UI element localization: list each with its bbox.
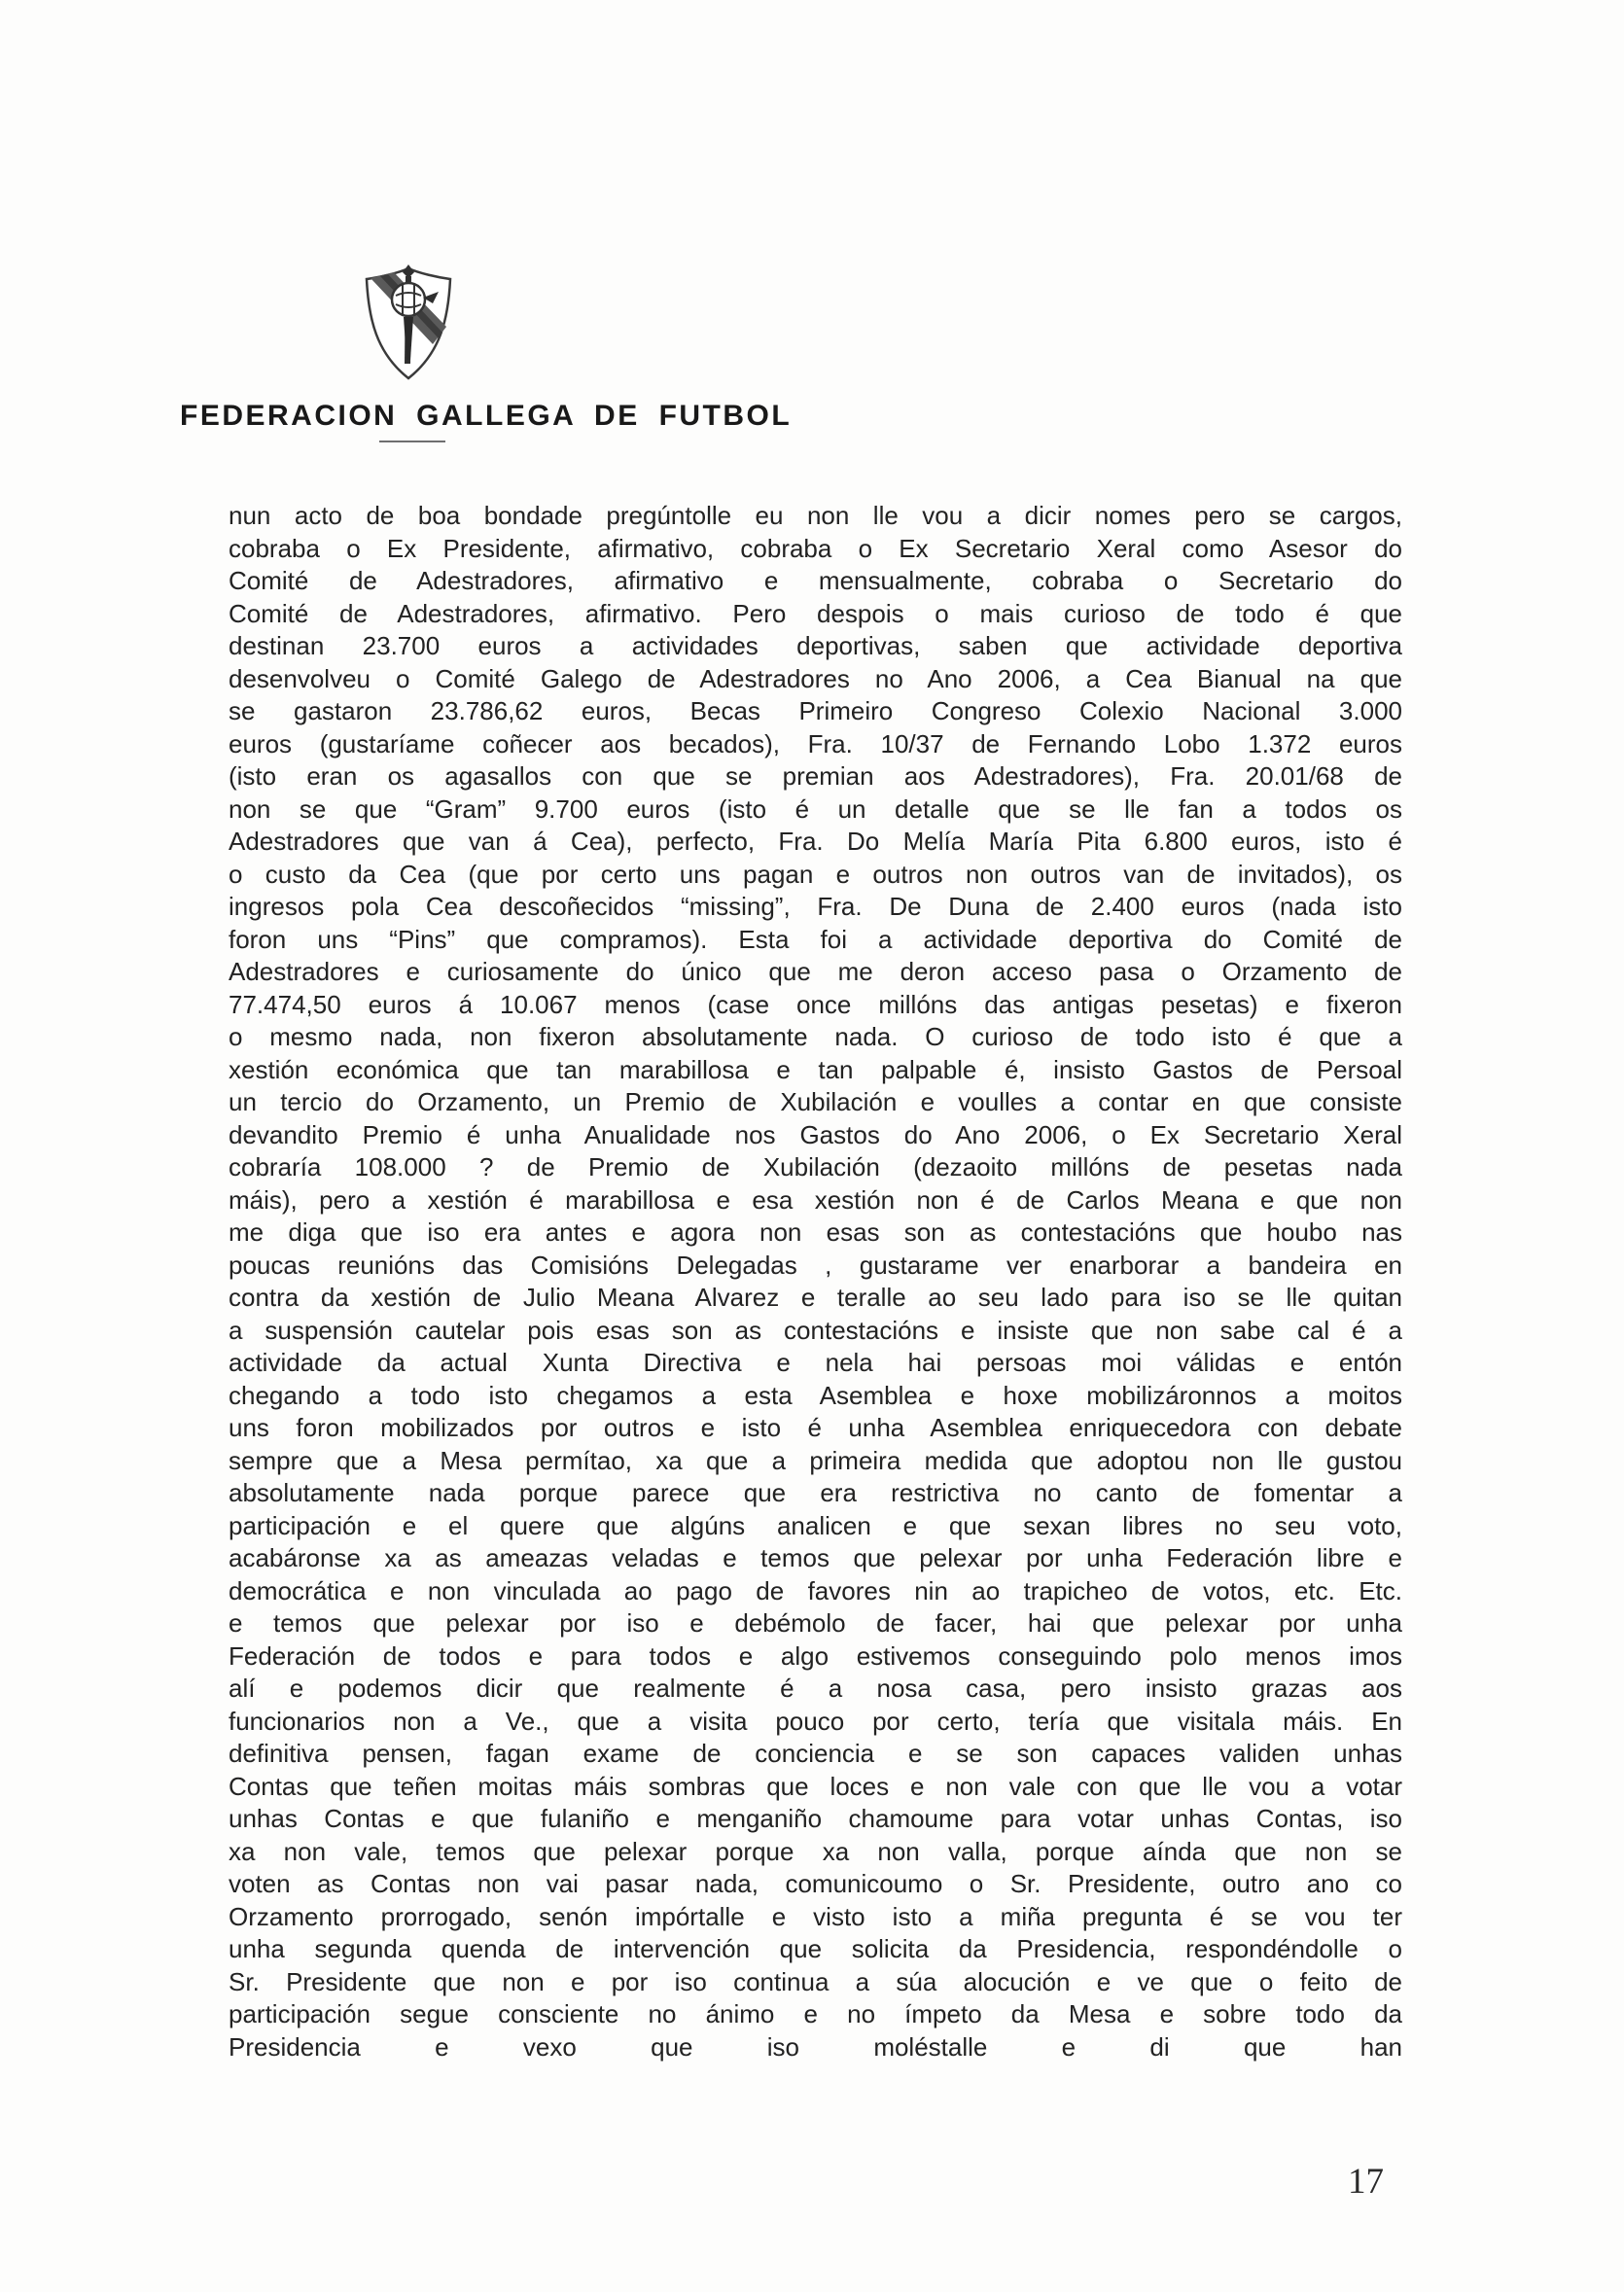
text-line: cobraba o Ex Presidente, afirmativo, cobraba o Ex Secretario Xeral como Asesor do — [229, 533, 1402, 563]
text-line: ingresos pola Cea descoñecidos “missing”, Fra. De Duna de 2.400 euros (nada isto — [229, 892, 1402, 921]
text-line: non se que “Gram” 9.700 euros (isto é un detalle que se lle fan a todos os — [229, 793, 1402, 824]
fgf-crest-icon — [361, 263, 456, 383]
text-line: destinan 23.700 euros a actividades deportivas, saben que actividade deportiva — [229, 631, 1402, 660]
text-line: poucas reunións das Comisións Delegadas , gustarame ver enarborar a bandeira en — [229, 1250, 1402, 1280]
text-line: democrática e non vinculada ao pago de favores nin ao trapicheo de votos, etc. Etc. — [229, 1575, 1402, 1605]
text-line: e temos que pelexar por iso e debémolo de facer, hai que pelexar por unha — [229, 1608, 1402, 1638]
text-line: a suspensión cautelar pois esas son as contestacións e insiste que non sabe cal é a — [229, 1315, 1402, 1345]
text-line: Adestradores que van á Cea), perfecto, Fra. Do Melía María Pita 6.800 euros, isto é — [229, 827, 1402, 856]
text-line: participación segue consciente no ánimo e no ímpeto da Mesa e sobre todo da — [229, 1999, 1402, 2028]
text-line: definitiva pensen, fagan exame de conciencia e se son capaces validen unhas — [229, 1739, 1402, 1768]
text-line: me diga que iso era antes e agora non esas son as contestacións que houbo nas — [229, 1217, 1402, 1247]
text-line: sempre que a Mesa permítao, xa que a primeira medida que adoptou non lle gustou — [229, 1445, 1402, 1475]
text-line: Sr. Presidente que non e por iso continua a súa alocución e ve que o feito de — [229, 1966, 1402, 1996]
text-line: chegando a todo isto chegamos a esta Asemblea e hoxe mobilizáronnos a moitos — [229, 1380, 1402, 1410]
text-line: cobraría 108.000 ? de Premio de Xubilación (dezaoito millóns de pesetas nada — [229, 1152, 1402, 1181]
text-line: Comité de Adestradores, afirmativo. Pero despois o mais curioso de todo é que — [229, 598, 1402, 628]
text-line: alí e podemos dicir que realmente é a nosa casa, pero insisto grazas aos — [229, 1674, 1402, 1703]
page-number: 17 — [1348, 2162, 1384, 2202]
text-line: máis), pero a xestión é marabillosa e esa xestión non é de Carlos Meana e que non — [229, 1184, 1402, 1215]
text-line: absolutamente nada porque parece que era restrictiva no canto de fomentar a — [229, 1478, 1402, 1507]
text-line: Federación de todos e para todos e algo estivemos conseguindo polo menos imos — [229, 1640, 1402, 1671]
text-line: o custo da Cea (que por certo uns pagan e outros non outros van de invitados), os — [229, 859, 1402, 889]
text-line: funcionarios non a Ve., que a visita pouco por certo, tería que visitala máis. En — [229, 1706, 1402, 1736]
text-line: o mesmo nada, non fixeron absolutamente nada. O curioso de todo isto é que a — [229, 1022, 1402, 1051]
text-line: desenvolveu o Comité Galego de Adestradores no Ano 2006, a Cea Bianual na que — [229, 663, 1402, 693]
text-line: Orzamento prorrogado, senón impórtalle e visto isto a miña pregunta é se vou ter — [229, 1901, 1402, 1931]
text-line: xestión económica que tan marabillosa e tan palpable é, insisto Gastos de Persoal — [229, 1054, 1402, 1084]
text-line: euros (gustaríame coñecer aos becados), Fra. 10/37 de Fernando Lobo 1.372 euros — [229, 728, 1402, 758]
text-line: actividade da actual Xunta Directiva e nela hai persoas moi válidas e entón — [229, 1348, 1402, 1377]
text-line: xa non vale, temos que pelexar porque xa non valla, porque aínda que non se — [229, 1836, 1402, 1866]
text-line: participación e el quere que algúns analicen e que sexan libres no seu voto, — [229, 1510, 1402, 1540]
text-line: se gastaron 23.786,62 euros, Becas Primeiro Congreso Colexio Nacional 3.000 — [229, 696, 1402, 725]
text-line: unhas Contas e que fulaniño e menganiño chamoume para votar unhas Contas, iso — [229, 1804, 1402, 1833]
text-line: Contas que teñen moitas máis sombras que loces e non vale con que lle vou a votar — [229, 1771, 1402, 1801]
text-line: 77.474,50 euros á 10.067 menos (case once millóns das antigas pesetas) e fixeron — [229, 989, 1402, 1019]
text-line: Adestradores e curiosamente do único que me deron acceso pasa o Orzamento de — [229, 957, 1402, 986]
text-line: Comité de Adestradores, afirmativo e mensualmente, cobraba o Secretario do — [229, 566, 1402, 595]
text-line: contra da xestión de Julio Meana Alvarez e teralle ao seu lado para iso se lle quitan — [229, 1283, 1402, 1312]
letterhead-divider — [379, 441, 445, 442]
text-line: nun acto de boa bondade pregúntolle eu non lle vou a dicir nomes pero se cargos, — [229, 501, 1402, 530]
text-line: unha segunda quenda de intervención que solicita da Presidencia, respondéndolle o — [229, 1934, 1402, 1963]
text-line: foron uns “Pins” que compramos). Esta foi a actividade deportiva do Comité de — [229, 924, 1402, 954]
text-line: uns foron mobilizados por outros e isto é unha Asemblea enriquecedora con debate — [229, 1413, 1402, 1442]
text-line: acabáronse xa as ameazas veladas e temos que pelexar por unha Federación libre e — [229, 1543, 1402, 1572]
text-line: un tercio do Orzamento, un Premio de Xubilación e voulles a contar en que consiste — [229, 1087, 1402, 1116]
text-line: devandito Premio é unha Anualidade nos Gastos do Ano 2006, o Ex Secretario Xeral — [229, 1119, 1402, 1149]
document-body-paragraph — [229, 500, 1402, 2063]
text-line: (isto eran os agasallos con que se premian aos Adestradores), Fra. 20.01/68 de — [229, 761, 1402, 791]
letterhead-org-title: FEDERACION GALLEGA DE FUTBOL — [180, 400, 793, 432]
text-line: voten as Contas non vai pasar nada, comunicoumo o Sr. Presidente, outro ano co — [229, 1869, 1402, 1898]
text-line: Presidencia e vexo que iso moléstalle e di que han — [229, 2031, 1402, 2062]
